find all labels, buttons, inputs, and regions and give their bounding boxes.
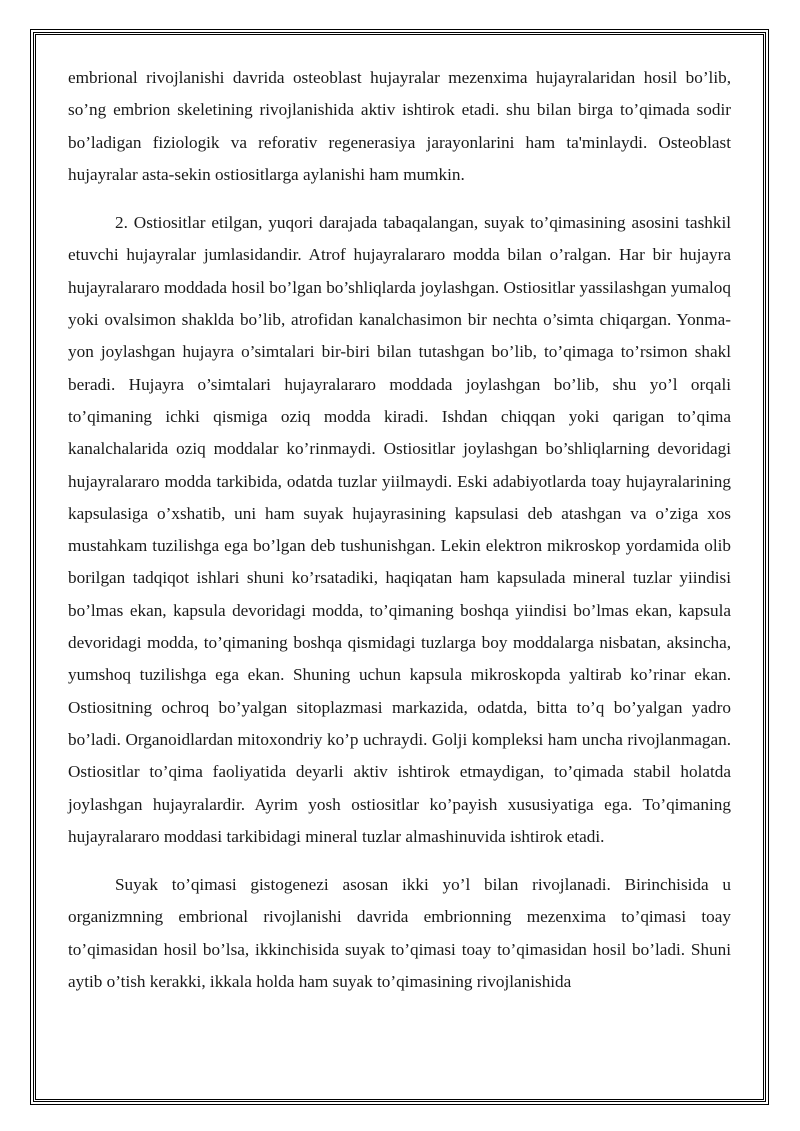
paragraph-3: Suyak to’qimasi gistogenezi asosan ikki yo’l bilan rivojlanadi. Birinchisida u organizmning embrional rivojlanishi davrida embrionning mezenxima to’qimasi toay to’qimasidan hosil bo’lsa, ikkinchisida suyak to’qimasi toay to’qimasidan hosil bo’ladi. Shuni aytib o’tish kerakki, ikkala holda ham suyak to’qimasining rivojlanishida bbox=[68, 875, 731, 992]
paragraph-1: embrional rivojlanishi davrida osteoblast hujayralar mezenxima hujayralaridan hosil bo’lib, so’ng embrion skeletining rivojlanishida aktiv ishtirok etadi. shu bilan birga to’qimada sodir bo’ladigan fiziologik va reforativ regenerasiya jarayonlarini ham ta'minlaydi. Osteoblast hujayralar asta-sekin ostiositlarga aylanishi ham mumkin. bbox=[68, 68, 731, 184]
paragraph-2: 2. Ostiositlar etilgan, yuqori darajada tabaqalangan, suyak to’qimasining asosini tashkil etuvchi hujayralar jumlasidandir. Atrof hujayralararo modda bilan o’ralgan. Har bir hujayra hujayralararo moddada hosil bo’lgan bo’shliqlarda joylashgan. Ostiositlar yassilashgan yumaloq yoki ovalsimon shaklda bo’lib, atrofidan kanalchasimon bir nechta o’simta chiqargan. Yonma-yon joylashgan hujayra o’simtalari bir-biri bilan tutashgan bo’lib, to’qimaga to’rsimon shakl beradi. Hujayra o’simtalari hujayralararo moddada joylashgan bo’lib, shu yo’l orqali to’qimaning ichki qismiga oziq modda kiradi. Ishdan chiqqan yoki qarigan to’qima kanalchalarida oziq moddalar ko’rinmaydi. Ostiositlar joylashgan bo’shliqlarning devoridagi hujayralararo modda tarkibida, odatda tuzlar yiilmaydi. Eski adabiyotlarda toay hujayralarining kapsulasiga o’xshatib, uni ham suyak hujayrasining kapsulasi deb atashgan va o’ziga xos mustahkam tuzilishga ega bo’lgan deb tushunishgan. Lekin elektron mikroskop yordamida olib borilgan tadqiqot ishlari shuni ko’rsatadiki, haqiqatan ham kapsulada mineral tuzlar yiindisi bo’lmas ekan, kapsula devoridagi modda, to’qimaning boshqa yiindisi bo’lmas ekan, kapsula devoridagi modda, to’qimaning boshqa qismidagi tuzlarga boy moddalarga nisbatan, aksincha, yumshoq tuzilishga ega ekan. Shuning uchun kapsula mikroskopda yaltirab ko’rinar ekan. Ostiositning ochroq bo’yalgan sitoplazmasi markazida, odatda, bitta to’q bo’yalgan yadro bo’ladi. Organoidlardan mitoxondriy ko’p uchraydi. Golji kompleksi ham uncha rivojlanmagan. Ostiositlar to’qima faoliyatida deyarli aktiv ishtirok etmaydigan, to’qimada stabil holatda joylashgan hujayralardir. Ayrim yosh ostiositlar ko’payish xususiyatiga ega. To’qimaning hujayralararo moddasi tarkibidagi mineral tuzlar almashinuvida ishtirok etadi. bbox=[68, 213, 731, 846]
document-body bbox=[68, 62, 731, 998]
